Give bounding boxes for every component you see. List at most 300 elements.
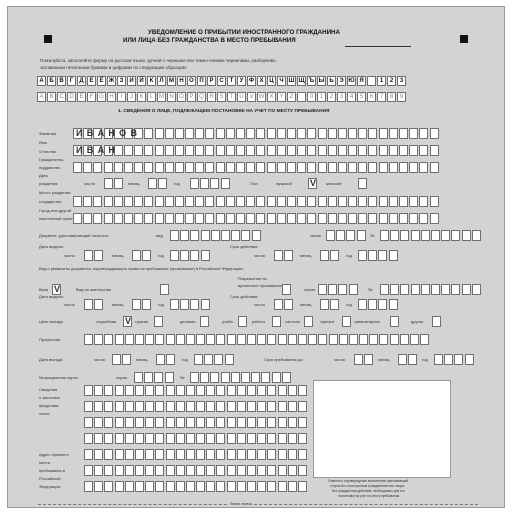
purpose-study-checkbox[interactable] <box>238 316 248 327</box>
input-cell[interactable] <box>277 128 286 139</box>
input-cell[interactable] <box>288 401 297 412</box>
input-cell[interactable] <box>278 433 287 444</box>
input-cell[interactable] <box>257 465 266 476</box>
input-cell[interactable] <box>339 334 348 345</box>
input-cell[interactable] <box>175 213 184 224</box>
input-cell[interactable] <box>389 213 398 224</box>
input-cell[interactable] <box>175 162 184 173</box>
input-cell[interactable] <box>278 334 287 345</box>
input-cell[interactable] <box>134 196 143 207</box>
input-cell[interactable] <box>144 372 153 383</box>
input-cell[interactable] <box>297 213 306 224</box>
input-cell[interactable] <box>186 433 195 444</box>
input-cell[interactable] <box>368 128 377 139</box>
input-cell[interactable] <box>348 213 357 224</box>
input-cell[interactable] <box>241 230 250 241</box>
input-cell[interactable] <box>226 145 235 156</box>
id-valid-day-cells[interactable] <box>274 250 294 261</box>
input-cell[interactable] <box>318 162 327 173</box>
input-cell[interactable] <box>186 465 195 476</box>
input-cell[interactable] <box>196 401 205 412</box>
purpose-work-checkbox[interactable] <box>272 316 282 327</box>
input-cell[interactable] <box>166 385 175 396</box>
input-cell[interactable] <box>430 196 439 207</box>
purpose-private-checkbox[interactable] <box>304 316 314 327</box>
input-cell[interactable] <box>180 250 189 261</box>
input-cell[interactable] <box>237 433 246 444</box>
entry-issue-day-cells[interactable] <box>84 299 104 310</box>
input-cell[interactable] <box>247 433 256 444</box>
input-cell[interactable] <box>257 433 266 444</box>
input-cell[interactable] <box>267 481 276 492</box>
input-cell[interactable] <box>166 433 175 444</box>
input-cell[interactable] <box>94 465 103 476</box>
input-cell[interactable] <box>201 299 210 310</box>
input-cell[interactable] <box>369 334 378 345</box>
input-cell[interactable] <box>257 481 266 492</box>
birth-state-cells[interactable] <box>73 196 440 207</box>
birth-day-cells[interactable] <box>104 178 124 189</box>
residence-permit-checkbox[interactable] <box>160 284 170 295</box>
input-cell[interactable] <box>104 162 113 173</box>
input-cell[interactable] <box>231 230 240 241</box>
input-cell[interactable] <box>144 145 153 156</box>
input-cell[interactable] <box>358 196 367 207</box>
input-cell[interactable] <box>210 178 219 189</box>
input-cell[interactable] <box>200 178 209 189</box>
input-cell[interactable] <box>358 299 367 310</box>
input-cell[interactable] <box>287 162 296 173</box>
input-cell[interactable] <box>94 250 103 261</box>
input-cell[interactable] <box>210 372 219 383</box>
input-cell[interactable] <box>206 385 215 396</box>
input-cell[interactable] <box>206 401 215 412</box>
input-cell[interactable] <box>231 372 240 383</box>
input-cell[interactable] <box>84 385 93 396</box>
input-cell[interactable] <box>358 178 367 189</box>
input-cell[interactable] <box>368 250 377 261</box>
input-cell[interactable] <box>205 162 214 173</box>
input-cell[interactable] <box>287 145 296 156</box>
input-cell[interactable] <box>399 196 408 207</box>
input-cell[interactable] <box>135 449 144 460</box>
input-cell[interactable] <box>125 465 134 476</box>
input-cell[interactable] <box>125 449 134 460</box>
entry-year-cells[interactable] <box>194 354 235 365</box>
input-cell[interactable] <box>441 230 450 241</box>
input-cell[interactable] <box>185 162 194 173</box>
input-cell[interactable] <box>195 145 204 156</box>
input-cell[interactable] <box>338 145 347 156</box>
input-cell[interactable] <box>200 372 209 383</box>
input-cell[interactable] <box>379 196 388 207</box>
input-cell[interactable] <box>338 213 347 224</box>
input-cell[interactable] <box>201 230 210 241</box>
input-cell[interactable] <box>186 401 195 412</box>
input-cell[interactable] <box>284 299 293 310</box>
input-cell[interactable] <box>227 385 236 396</box>
input-cell[interactable] <box>115 481 124 492</box>
entry-doc-series-cells[interactable] <box>318 284 359 295</box>
entry-valid-year-cells[interactable] <box>358 299 399 310</box>
input-cell[interactable] <box>257 401 266 412</box>
input-cell[interactable] <box>155 449 164 460</box>
entry-valid-day-cells[interactable] <box>274 299 294 310</box>
entry-valid-month-cells[interactable] <box>320 299 340 310</box>
input-cell[interactable] <box>115 334 124 345</box>
input-cell[interactable] <box>267 433 276 444</box>
input-cell[interactable] <box>94 385 103 396</box>
id-issue-day-cells[interactable] <box>84 250 104 261</box>
input-cell[interactable] <box>278 385 287 396</box>
input-cell[interactable] <box>328 162 337 173</box>
input-cell[interactable] <box>330 250 339 261</box>
input-cell[interactable] <box>297 196 306 207</box>
input-cell[interactable] <box>94 433 103 444</box>
input-cell[interactable] <box>236 162 245 173</box>
input-cell[interactable] <box>180 230 189 241</box>
input-cell[interactable] <box>206 449 215 460</box>
input-cell[interactable] <box>144 213 153 224</box>
input-cell[interactable] <box>94 299 103 310</box>
input-cell[interactable] <box>196 334 205 345</box>
input-cell[interactable] <box>155 145 164 156</box>
input-cell[interactable] <box>338 284 347 295</box>
input-cell[interactable] <box>277 196 286 207</box>
input-cell[interactable] <box>284 250 293 261</box>
input-cell[interactable] <box>195 128 204 139</box>
input-cell[interactable] <box>409 213 418 224</box>
input-cell[interactable] <box>84 465 93 476</box>
input-cell[interactable] <box>348 196 357 207</box>
input-cell[interactable] <box>180 299 189 310</box>
input-cell[interactable] <box>389 128 398 139</box>
input-cell[interactable] <box>246 145 255 156</box>
input-cell[interactable] <box>247 481 256 492</box>
input-cell[interactable] <box>196 465 205 476</box>
input-cell[interactable] <box>83 196 92 207</box>
input-cell[interactable] <box>419 145 428 156</box>
input-cell[interactable] <box>115 401 124 412</box>
input-cell[interactable] <box>165 196 174 207</box>
input-cell[interactable] <box>247 465 256 476</box>
input-cell[interactable] <box>134 372 143 383</box>
input-cell[interactable] <box>155 128 164 139</box>
input-cell[interactable] <box>154 372 163 383</box>
entry-issue-month-cells[interactable] <box>132 299 152 310</box>
input-cell[interactable] <box>104 465 113 476</box>
input-cell[interactable] <box>84 449 93 460</box>
input-cell[interactable] <box>176 401 185 412</box>
input-cell[interactable] <box>104 481 113 492</box>
profession-cells[interactable] <box>84 334 430 345</box>
input-cell[interactable] <box>368 145 377 156</box>
input-cell[interactable] <box>185 128 194 139</box>
input-cell[interactable] <box>330 299 339 310</box>
input-cell[interactable] <box>451 230 460 241</box>
id-valid-month-cells[interactable] <box>320 250 340 261</box>
input-cell[interactable] <box>368 196 377 207</box>
input-cell[interactable] <box>380 230 389 241</box>
input-cell[interactable] <box>176 433 185 444</box>
input-cell[interactable] <box>246 213 255 224</box>
input-cell[interactable] <box>251 372 260 383</box>
input-cell[interactable] <box>170 250 179 261</box>
input-cell[interactable] <box>409 145 418 156</box>
input-cell[interactable] <box>307 145 316 156</box>
input-cell[interactable] <box>267 128 276 139</box>
input-cell[interactable] <box>114 178 123 189</box>
input-cell[interactable] <box>216 401 225 412</box>
input-cell[interactable] <box>124 145 133 156</box>
input-cell[interactable] <box>318 284 327 295</box>
purpose-transit-checkbox[interactable] <box>342 316 352 327</box>
input-cell[interactable] <box>225 354 234 365</box>
input-cell[interactable] <box>390 334 399 345</box>
input-cell[interactable] <box>338 162 347 173</box>
input-cell[interactable] <box>421 284 430 295</box>
input-cell[interactable] <box>246 196 255 207</box>
input-cell[interactable] <box>186 449 195 460</box>
input-cell[interactable] <box>328 213 337 224</box>
input-cell[interactable] <box>216 433 225 444</box>
input-cell[interactable] <box>134 145 143 156</box>
input-cell[interactable] <box>125 334 134 345</box>
input-cell[interactable] <box>256 213 265 224</box>
input-cell[interactable] <box>411 284 420 295</box>
input-cell[interactable] <box>419 196 428 207</box>
input-cell[interactable] <box>94 449 103 460</box>
input-cell[interactable] <box>226 196 235 207</box>
legal-reps-row4[interactable] <box>84 433 308 444</box>
input-cell[interactable] <box>430 145 439 156</box>
input-cell[interactable] <box>205 196 214 207</box>
input-cell[interactable] <box>329 334 338 345</box>
input-cell[interactable] <box>166 401 175 412</box>
input-cell[interactable] <box>277 213 286 224</box>
input-cell[interactable] <box>318 196 327 207</box>
birth-month-cells[interactable] <box>148 178 168 189</box>
input-cell[interactable] <box>256 196 265 207</box>
input-cell[interactable] <box>430 162 439 173</box>
input-cell[interactable] <box>227 334 236 345</box>
input-cell[interactable] <box>359 334 368 345</box>
input-cell[interactable] <box>288 449 297 460</box>
purpose-humanitarian-checkbox[interactable] <box>390 316 400 327</box>
id-issue-month-cells[interactable] <box>132 250 152 261</box>
input-cell[interactable] <box>465 354 474 365</box>
input-cell[interactable] <box>135 433 144 444</box>
birth-year-cells[interactable] <box>190 178 231 189</box>
input-cell[interactable] <box>93 162 102 173</box>
input-cell[interactable] <box>336 230 345 241</box>
entry-doc-number-cells[interactable] <box>380 284 482 295</box>
input-cell[interactable] <box>348 128 357 139</box>
input-cell[interactable] <box>94 334 103 345</box>
input-cell[interactable] <box>165 128 174 139</box>
input-cell[interactable] <box>200 316 209 327</box>
id-doc-series-cells[interactable] <box>326 230 367 241</box>
input-cell[interactable] <box>216 465 225 476</box>
input-cell[interactable] <box>400 334 409 345</box>
temp-residence-checkbox[interactable] <box>282 284 292 295</box>
input-cell[interactable] <box>155 162 164 173</box>
input-cell[interactable] <box>378 299 387 310</box>
input-cell[interactable] <box>216 334 225 345</box>
input-cell[interactable] <box>237 401 246 412</box>
input-cell[interactable] <box>420 334 429 345</box>
input-cell[interactable] <box>399 213 408 224</box>
input-cell[interactable] <box>380 284 389 295</box>
input-cell[interactable] <box>287 196 296 207</box>
input-cell[interactable] <box>390 284 399 295</box>
input-cell[interactable] <box>196 449 205 460</box>
input-cell[interactable] <box>246 162 255 173</box>
input-cell[interactable] <box>379 334 388 345</box>
input-cell[interactable] <box>238 316 247 327</box>
input-cell[interactable] <box>320 250 329 261</box>
input-cell[interactable] <box>155 417 164 428</box>
input-cell[interactable] <box>358 145 367 156</box>
input-cell[interactable] <box>201 250 210 261</box>
input-cell[interactable] <box>389 196 398 207</box>
input-cell[interactable] <box>73 196 82 207</box>
input-cell[interactable] <box>142 299 151 310</box>
input-cell[interactable] <box>186 417 195 428</box>
input-cell[interactable] <box>358 250 367 261</box>
input-cell[interactable] <box>267 196 276 207</box>
input-cell[interactable] <box>154 316 163 327</box>
input-cell[interactable] <box>227 481 236 492</box>
input-cell[interactable] <box>186 385 195 396</box>
input-cell[interactable] <box>104 196 113 207</box>
input-cell[interactable] <box>221 230 230 241</box>
input-cell[interactable] <box>216 481 225 492</box>
input-cell[interactable] <box>419 128 428 139</box>
input-cell[interactable] <box>278 449 287 460</box>
input-cell[interactable] <box>267 213 276 224</box>
input-cell[interactable] <box>308 334 317 345</box>
input-cell[interactable] <box>132 299 141 310</box>
input-cell[interactable] <box>236 213 245 224</box>
input-cell[interactable] <box>399 128 408 139</box>
input-cell[interactable] <box>409 162 418 173</box>
input-cell[interactable] <box>267 465 276 476</box>
id-issue-year-cells[interactable] <box>170 250 211 261</box>
input-cell[interactable] <box>307 128 316 139</box>
input-cell[interactable] <box>216 196 225 207</box>
input-cell[interactable] <box>354 354 363 365</box>
input-cell[interactable] <box>166 417 175 428</box>
input-cell[interactable] <box>83 162 92 173</box>
input-cell[interactable] <box>142 250 151 261</box>
input-cell[interactable] <box>185 213 194 224</box>
input-cell[interactable] <box>115 465 124 476</box>
input-cell[interactable] <box>226 128 235 139</box>
input-cell[interactable] <box>358 162 367 173</box>
id-valid-year-cells[interactable] <box>358 250 399 261</box>
input-cell[interactable] <box>196 433 205 444</box>
input-cell[interactable] <box>124 213 133 224</box>
input-cell[interactable] <box>195 196 204 207</box>
input-cell[interactable] <box>170 230 179 241</box>
legal-reps-row5[interactable] <box>84 449 308 460</box>
input-cell[interactable] <box>419 162 428 173</box>
input-cell[interactable] <box>389 250 398 261</box>
prev-address-row2[interactable] <box>84 481 308 492</box>
input-cell[interactable] <box>282 284 291 295</box>
input-cell[interactable] <box>148 178 157 189</box>
input-cell[interactable] <box>196 385 205 396</box>
input-cell[interactable] <box>84 299 93 310</box>
input-cell[interactable] <box>216 128 225 139</box>
input-cell[interactable] <box>134 162 143 173</box>
input-cell[interactable] <box>84 433 93 444</box>
input-cell[interactable] <box>307 196 316 207</box>
input-cell[interactable] <box>267 449 276 460</box>
input-cell[interactable] <box>176 481 185 492</box>
input-cell[interactable] <box>84 481 93 492</box>
purpose-other-checkbox[interactable] <box>432 316 442 327</box>
input-cell[interactable] <box>145 334 154 345</box>
input-cell[interactable] <box>349 284 358 295</box>
input-cell[interactable] <box>176 334 185 345</box>
input-cell[interactable] <box>338 196 347 207</box>
legal-reps-row1[interactable] <box>84 385 308 396</box>
input-cell[interactable] <box>84 250 93 261</box>
input-cell[interactable] <box>175 145 184 156</box>
input-cell[interactable] <box>216 162 225 173</box>
input-cell[interactable] <box>256 162 265 173</box>
input-cell[interactable] <box>368 213 377 224</box>
input-cell[interactable] <box>272 316 281 327</box>
input-cell[interactable] <box>237 449 246 460</box>
migration-number-cells[interactable] <box>190 372 292 383</box>
input-cell[interactable] <box>104 433 113 444</box>
legal-reps-row3[interactable] <box>84 417 308 428</box>
input-cell[interactable] <box>196 481 205 492</box>
name-cells[interactable] <box>73 145 440 156</box>
input-cell[interactable] <box>160 284 169 295</box>
input-cell[interactable] <box>261 372 270 383</box>
input-cell[interactable] <box>451 284 460 295</box>
input-cell[interactable] <box>176 449 185 460</box>
input-cell[interactable] <box>237 385 246 396</box>
input-cell[interactable] <box>307 213 316 224</box>
input-cell[interactable] <box>368 299 377 310</box>
prev-address-row1[interactable] <box>84 465 308 476</box>
input-cell[interactable] <box>432 316 441 327</box>
input-cell[interactable] <box>155 433 164 444</box>
input-cell[interactable] <box>185 196 194 207</box>
input-cell[interactable] <box>114 196 123 207</box>
input-cell[interactable] <box>298 417 307 428</box>
input-cell[interactable] <box>409 196 418 207</box>
input-cell[interactable] <box>166 354 175 365</box>
input-cell[interactable] <box>205 128 214 139</box>
input-cell[interactable] <box>165 145 174 156</box>
input-cell[interactable] <box>400 284 409 295</box>
entry-issue-year-cells[interactable] <box>170 299 211 310</box>
input-cell[interactable] <box>247 449 256 460</box>
input-cell[interactable] <box>298 401 307 412</box>
input-cell[interactable] <box>298 433 307 444</box>
input-cell[interactable] <box>410 334 419 345</box>
input-cell[interactable] <box>155 401 164 412</box>
input-cell[interactable] <box>122 354 131 365</box>
input-cell[interactable] <box>444 354 453 365</box>
input-cell[interactable] <box>318 213 327 224</box>
